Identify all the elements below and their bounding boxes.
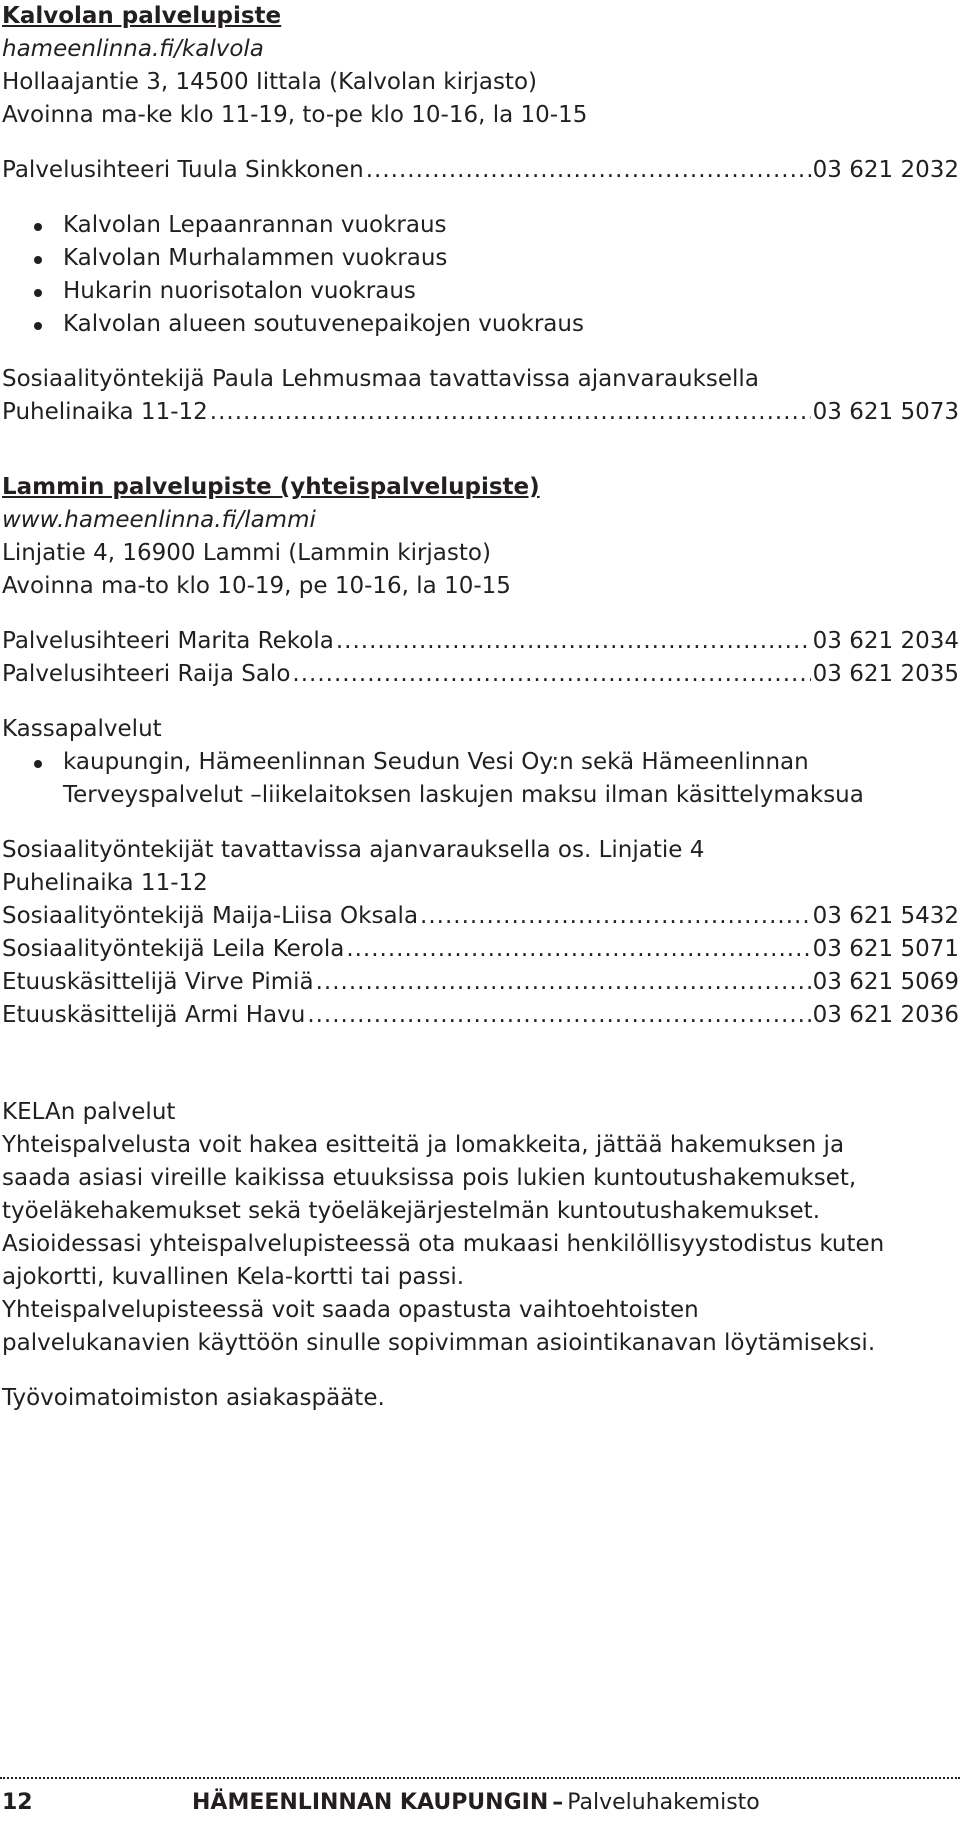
kela-text-line: Yhteispalvelupisteessä voit saada opastusta vaihtoehtoisten [2, 1297, 699, 1323]
kalvola-phone-time-row [2, 396, 959, 429]
lammi-phone-time: Puhelinaika 11-12 [2, 870, 208, 896]
lammi-contact-row [2, 658, 959, 691]
contact-phone: 03 621 2036 [812, 1002, 959, 1028]
staff-row [2, 999, 959, 1032]
footer-organization: HÄMEENLINNAN KAUPUNGIN [192, 1790, 549, 1815]
lammi-url[interactable]: www.hameenlinna.fi/lammi [2, 507, 316, 533]
kalvola-contact-row [2, 154, 959, 187]
contact-phone: 03 621 5073 [812, 399, 959, 425]
dot-leader [316, 966, 811, 999]
contact-phone: 03 621 5069 [812, 969, 959, 995]
contact-label: Palvelusihteeri Tuula Sinkkonen [2, 157, 364, 183]
kalvola-social-worker: Sosiaalityöntekijä Paula Lehmusmaa tavattavissa ajanvarauksella [2, 366, 759, 392]
contact-label: Palvelusihteeri Raija Salo [2, 661, 291, 687]
kela-text-line: Yhteispalvelusta voit hakea esitteitä ja lomakkeita, jättää hakemuksen ja [2, 1132, 845, 1158]
page-number: 12 [2, 1790, 33, 1815]
lammi-title: Lammin palvelupiste (yhteispalvelupiste) [2, 474, 540, 500]
dot-leader [292, 658, 810, 691]
footer-separator: – [552, 1790, 564, 1815]
page-footer [2, 1788, 959, 1818]
list-item [2, 746, 959, 812]
kela-text-line: työeläkehakemukset sekä työeläkejärjestelmän kuntoutushakemukset. [2, 1198, 821, 1224]
kalvola-title: Kalvolan palvelupiste [2, 3, 282, 29]
contact-phone: 03 621 5071 [812, 936, 959, 962]
cashier-item-line: kaupungin, Hämeenlinnan Seudun Vesi Oy:n sekä Hämeenlinnan [63, 749, 809, 775]
kela-text-line: Asioidessasi yhteispalvelupisteessä ota mukaasi henkilöllisyystodistus kuten [2, 1231, 885, 1257]
staff-row [2, 933, 959, 966]
contact-label: Palvelusihteeri Marita Rekola [2, 628, 334, 654]
kela-heading: KELAn palvelut [2, 1099, 176, 1125]
list-item: Kalvolan Lepaanrannan vuokraus [2, 209, 959, 242]
contact-phone: 03 621 5432 [812, 903, 959, 929]
contact-phone: 03 621 2034 [812, 628, 959, 654]
lammi-social-note: Sosiaalityöntekijät tavattavissa ajanvarauksella os. Linjatie 4 [2, 837, 705, 863]
list-item: Kalvolan alueen soutuvenepaikojen vuokraus [2, 308, 959, 341]
list-item: Hukarin nuorisotalon vuokraus [2, 275, 959, 308]
kalvola-services-list [2, 209, 959, 341]
contact-label: Etuuskäsittelijä Armi Havu [2, 1002, 306, 1028]
kela-text-line: ajokortti, kuvallinen Kela-kortti tai passi. [2, 1264, 465, 1290]
footer-divider [0, 1777, 960, 1779]
contact-label: Sosiaalityöntekijä Leila Kerola [2, 936, 345, 962]
staff-row [2, 966, 959, 999]
lammi-contact-row [2, 625, 959, 658]
lammi-address: Linjatie 4, 16900 Lammi (Lammin kirjasto) [2, 540, 491, 566]
dot-leader [336, 625, 811, 658]
page-content [2, 0, 959, 1415]
dot-leader [420, 900, 811, 933]
contact-label: Sosiaalityöntekijä Maija-Liisa Oksala [2, 903, 419, 929]
contact-label: Etuuskäsittelijä Virve Pimiä [2, 969, 314, 995]
kela-text-line: saada asiasi vireille kaikissa etuuksissa pois lukien kuntoutushakemukset, [2, 1165, 857, 1191]
staff-row [2, 900, 959, 933]
contact-phone: 03 621 2032 [812, 157, 959, 183]
contact-phone: 03 621 2035 [812, 661, 959, 687]
cashier-list [2, 746, 959, 812]
tyovoima-text: Työvoimatoimiston asiakaspääte. [2, 1385, 385, 1411]
kalvola-address: Hollaajantie 3, 14500 Iittala (Kalvolan kirjasto) [2, 69, 537, 95]
contact-label: Puhelinaika 11-12 [2, 399, 208, 425]
cashier-item-line: Terveyspalvelut –liikelaitoksen laskujen maksu ilman käsittelymaksua [63, 782, 864, 808]
footer-subtitle: Palveluhakemisto [567, 1790, 760, 1815]
cashier-heading: Kassapalvelut [2, 716, 162, 742]
kalvola-url[interactable]: hameenlinna.fi/kalvola [2, 36, 264, 62]
lammi-hours: Avoinna ma-to klo 10-19, pe 10-16, la 10-15 [2, 573, 511, 599]
kalvola-hours: Avoinna ma-ke klo 11-19, to-pe klo 10-16, la 10-15 [2, 102, 588, 128]
kela-text-line: palvelukanavien käyttöön sinulle sopivimman asiointikanavan löytämiseksi. [2, 1330, 876, 1356]
list-item: Kalvolan Murhalammen vuokraus [2, 242, 959, 275]
dot-leader [307, 999, 810, 1032]
dot-leader [346, 933, 810, 966]
dot-leader [210, 396, 811, 429]
dot-leader [366, 154, 811, 187]
